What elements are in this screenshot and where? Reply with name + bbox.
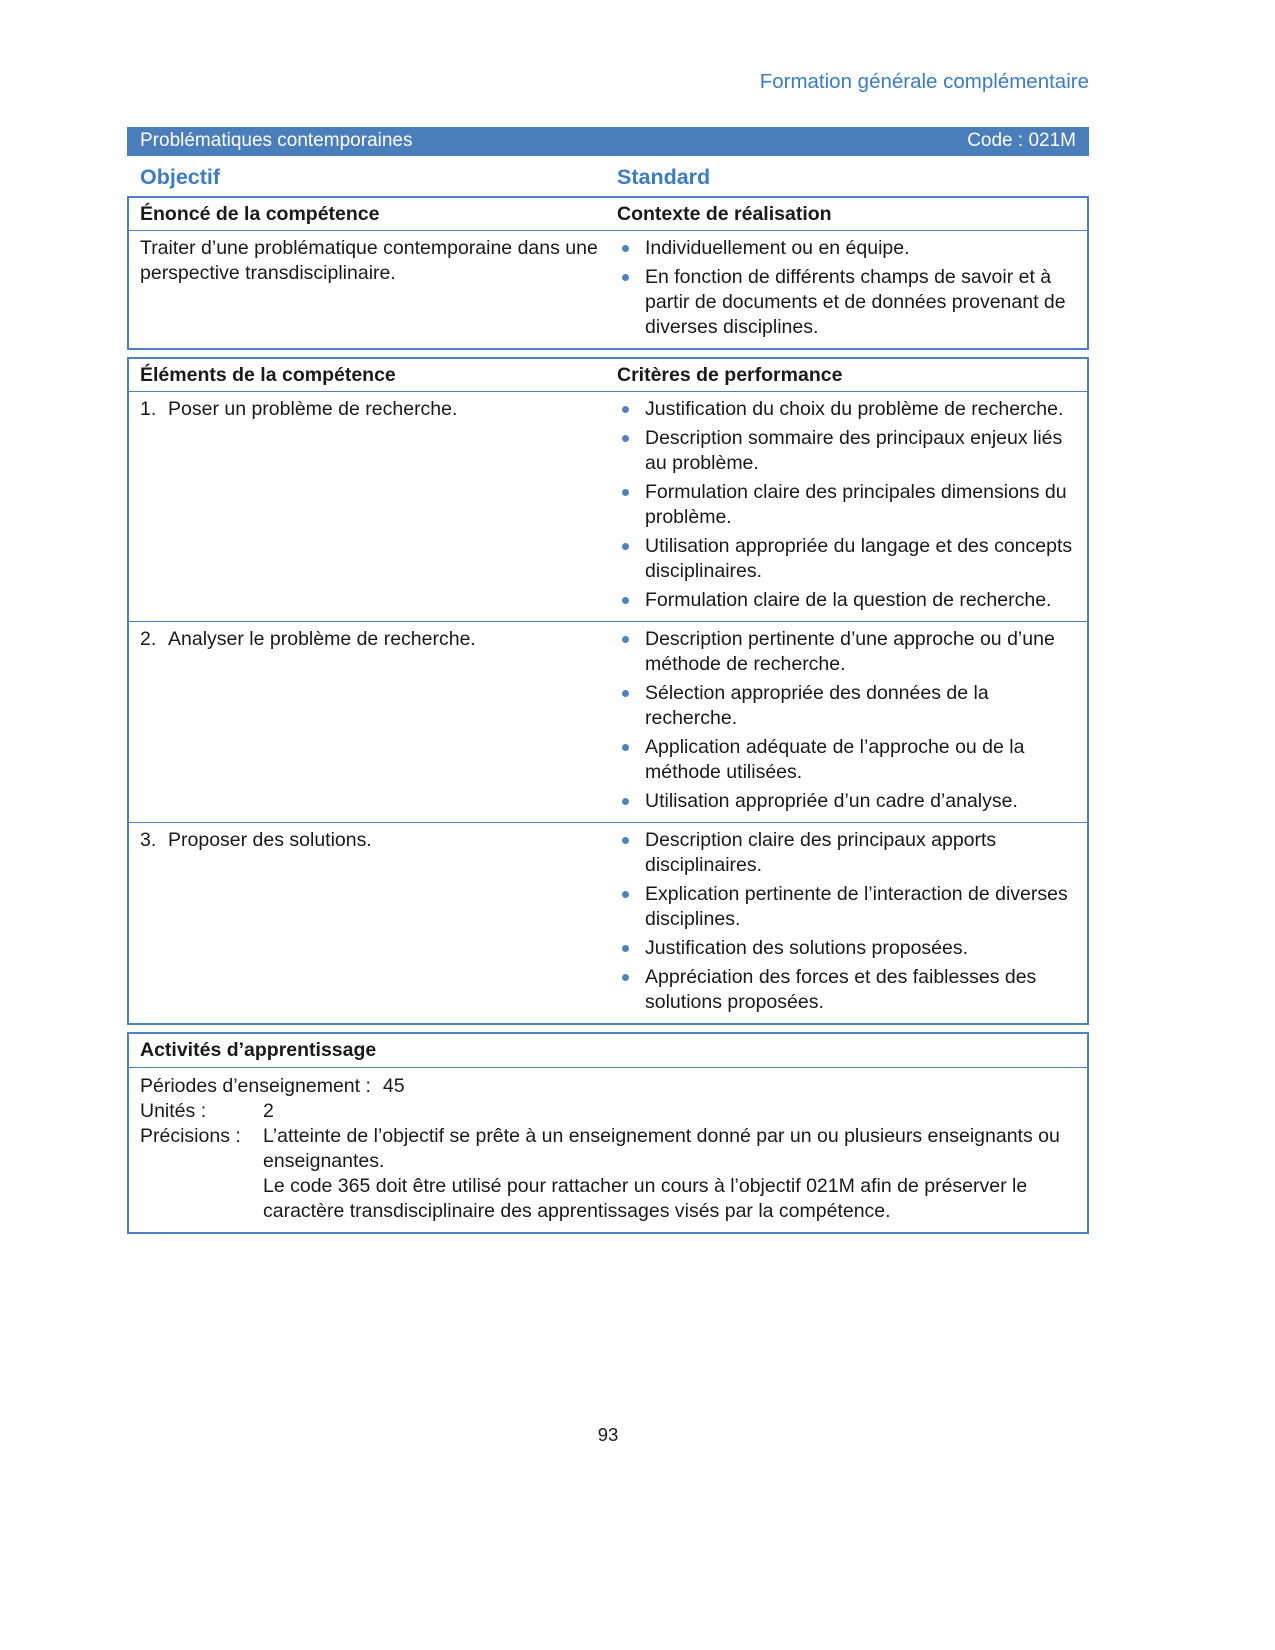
banner-title: Problématiques contemporaines [140, 130, 413, 151]
unites-row [140, 1099, 1074, 1124]
critere-bullet: Justification du choix du problème de recherche. [617, 397, 1074, 422]
enonce-header: Énoncé de la compétence [140, 203, 380, 225]
bullet-icon [622, 543, 629, 550]
criteres-header: Critères de performance [617, 364, 843, 386]
element-text: Poser un problème de recherche. [168, 398, 458, 420]
element-item [140, 397, 605, 422]
bullet-icon [622, 837, 629, 844]
activites-table [127, 1032, 1089, 1234]
precisions-row [140, 1124, 1074, 1224]
contexte-header: Contexte de réalisation [617, 203, 832, 225]
critere-bullet: Description pertinente d’une approche ou d’une méthode de recherche. [617, 627, 1074, 677]
criteres-cell [617, 823, 1087, 1023]
objectif-title: Objectif [140, 165, 221, 189]
bullet-icon [622, 744, 629, 751]
element-text: Proposer des solutions. [168, 829, 372, 851]
precisions-label: Précisions : [140, 1125, 241, 1147]
element-number: 2. [140, 628, 157, 650]
periodes-value: 45 [382, 1075, 405, 1097]
element-row [129, 392, 1087, 621]
element-cell [129, 392, 617, 621]
elements-table [127, 357, 1089, 1025]
element-row [129, 621, 1087, 822]
critere-bullet: Utilisation appropriée du langage et des concepts disciplinaires. [617, 534, 1074, 584]
enonce-row [129, 231, 1087, 348]
bullet-icon [622, 435, 629, 442]
bullet-icon [622, 406, 629, 413]
enonce-table [127, 196, 1089, 350]
bullet-icon [622, 798, 629, 805]
bullet-icon [622, 636, 629, 643]
bullet-icon [622, 489, 629, 496]
criteres-cell [617, 392, 1087, 621]
bullet-icon [622, 891, 629, 898]
periodes-row [140, 1074, 1074, 1099]
element-item [140, 828, 605, 853]
page-number: 93 [597, 1424, 619, 1445]
critere-bullet: Utilisation appropriée d’un cadre d’analyse. [617, 789, 1074, 814]
bullet-icon [622, 690, 629, 697]
bullet-icon [622, 245, 629, 252]
critere-bullet: Formulation claire de la question de recherche. [617, 588, 1074, 613]
critere-bullet: Justification des solutions proposées. [617, 936, 1074, 961]
critere-bullet: Description sommaire des principaux enjeux liés au problème. [617, 426, 1074, 476]
activites-header: Activités d’apprentissage [129, 1034, 1087, 1068]
periodes-label: Périodes d’enseignement : [140, 1075, 371, 1097]
competency-banner [127, 127, 1089, 156]
elements-table-header [129, 359, 1087, 392]
enonce-table-header [129, 198, 1087, 231]
bullet-icon [622, 597, 629, 604]
document-section-header: Formation générale complémentaire [759, 70, 1089, 93]
critere-bullet: Description claire des principaux apports disciplinaires. [617, 828, 1074, 878]
element-cell [129, 622, 617, 822]
context-bullet: En fonction de différents champs de savoir et à partir de documents et de données provenant de diverses disciplines. [617, 265, 1074, 340]
element-number: 1. [140, 398, 157, 420]
element-text: Analyser le problème de recherche. [168, 628, 476, 650]
bullet-icon [622, 945, 629, 952]
precisions-value [263, 1124, 1074, 1224]
elements-header: Éléments de la compétence [140, 364, 396, 386]
criteres-cell [617, 622, 1087, 822]
element-item [140, 627, 605, 652]
precisions-paragraph: Le code 365 doit être utilisé pour rattacher un cours à l’objectif 021M afin de préserver le caractère transdisciplinaire des apprentissages visés par la compétence. [263, 1175, 1028, 1222]
unites-value: 2 [263, 1100, 274, 1122]
banner-code: Code : 021M [967, 130, 1076, 151]
critere-bullet: Application adéquate de l’approche ou de la méthode utilisées. [617, 735, 1074, 785]
bullet-icon [622, 274, 629, 281]
context-bullet: Individuellement ou en équipe. [617, 236, 1074, 261]
competence-statement: Traiter d’une problématique contemporaine dans une perspective transdisciplinaire. [140, 237, 598, 284]
critere-bullet: Appréciation des forces et des faiblesses des solutions proposées. [617, 965, 1074, 1015]
bullet-icon [622, 974, 629, 981]
critere-bullet: Explication pertinente de l’interaction de diverses disciplines. [617, 882, 1074, 932]
precisions-paragraph: L’atteinte de l’objectif se prête à un enseignement donné par un ou plusieurs enseignants ou enseignantes. [263, 1125, 1060, 1172]
column-titles [127, 156, 1089, 196]
contexte-list [617, 231, 1087, 348]
activites-body [129, 1068, 1087, 1232]
critere-bullet: Sélection appropriée des données de la recherche. [617, 681, 1074, 731]
element-cell [129, 823, 617, 1023]
critere-bullet: Formulation claire des principales dimensions du problème. [617, 480, 1074, 530]
document-content [127, 70, 1089, 1241]
element-number: 3. [140, 829, 157, 851]
element-row [129, 822, 1087, 1023]
standard-title: Standard [617, 165, 711, 189]
unites-label: Unités : [140, 1100, 207, 1122]
